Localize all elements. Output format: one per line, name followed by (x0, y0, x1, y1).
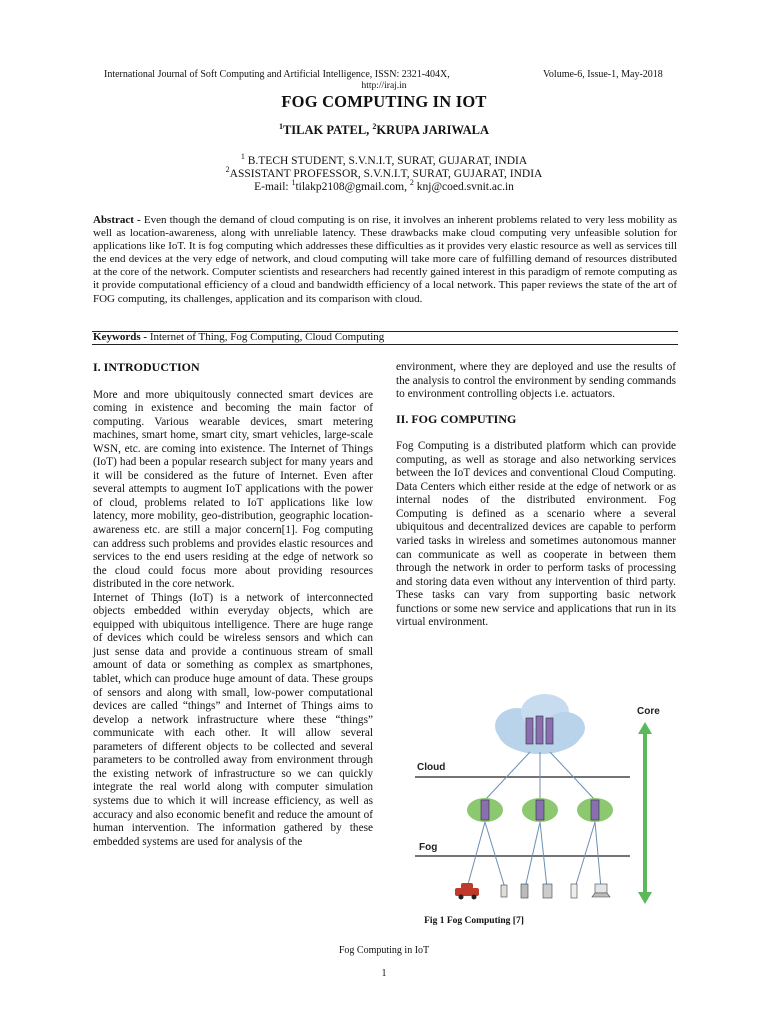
phone-icon (501, 885, 507, 897)
cloud-links (485, 752, 595, 800)
keywords-text: Internet of Thing, Fog Computing, Cloud Computing (149, 331, 385, 343)
email2-sup: 2 (409, 178, 414, 187)
author2-name: KRUPA JARIWALA (376, 123, 490, 138)
fog-computing-figure (405, 690, 675, 920)
fog-diagram-svg (405, 690, 675, 920)
email-line (0, 177, 768, 193)
sensor-icon (571, 884, 577, 898)
aff1-text: B.TECH STUDENT, S.V.N.I.T, SURAT, GUJARAT, INDIA (244, 154, 528, 167)
section-heading-introduction: I. INTRODUCTION (93, 360, 200, 374)
keywords-bottom-rule (92, 344, 678, 345)
fog-node-icon (467, 798, 503, 822)
core-label: Core (637, 706, 660, 717)
device-links (467, 822, 601, 888)
tablet-icon (521, 884, 528, 898)
right-column (396, 361, 676, 630)
keywords-label: Keywords - (93, 331, 150, 343)
figure-caption: Fig 1 Fog Computing [7] (424, 916, 524, 926)
abstract (93, 214, 677, 306)
email1-text[interactable]: tilakp2108@gmail.com, (295, 180, 410, 193)
cloud-label: Cloud (417, 762, 446, 773)
keywords (93, 331, 384, 344)
fog-paragraph-1: Fog Computing is a distributed platform which can provide computing, as well as storage and also networking services between the IoT devices and conventional Cloud Computing. Data Centers which either reside at the edge of network or as internal nodes of the distributed environment. Fog Computing is defined as a scenario where a several ubiquitous and decentralized devices are capable to perform varied tasks in wireless and sometimes autonomous manner can communicate as well as cooperate in between them through the network in order to perform tasks of processing and storing data even without any intervention of third party. These tasks can vary from supporting basic network functions or some new service and applications that run in its virtual environment. (396, 440, 676, 629)
aff1-sup: 1 (240, 152, 245, 161)
section-heading-fog-computing: II. FOG COMPUTING (396, 411, 517, 426)
journal-header: International Journal of Soft Computing and Artificial Intelligence, ISSN: 2321-404X, (104, 69, 450, 80)
core-edge-arrow-icon (638, 722, 652, 904)
author-line (0, 122, 768, 138)
author1-sup: 1 (278, 122, 283, 131)
author1-name: TILAK PATEL, (282, 123, 373, 138)
car-icon (455, 883, 479, 900)
intro-paragraph-3: environment, where they are deployed and use the results of the analysis to control the environment by sending commands to environment controlling objects i.e. actuators. (396, 361, 676, 401)
email1-sup: 1 (291, 178, 296, 187)
abstract-text: Even though the demand of cloud computing is on rise, it involves an inherent problems related to very less mobility as well as location-awareness, along with unreliable latency. These drawbacks make cloud computing very unfeasible solution for applications like IoT. It is fog computing which addresses these difficulties as it provides very elastic resource as well as services till the end devices at the very edge of network, and cloud computing will take more care of fulfilling demand of resources distributed at the core of the network. Computer scientists and researchers had recently gained interest in this paradigm of remote computing as it provide computational efficiency of a cloud and bandwidth efficiency of a local network. This paper reviews the state of the art of FOG computing, its challenges, application and its comparison with cloud. (93, 214, 677, 305)
fog-node-icon (577, 798, 613, 822)
page-number: 1 (381, 968, 387, 979)
intro-paragraph-2: Internet of Things (IoT) is a network of interconnected objects embedded within everyday objects, which are equipped with ubiquitous intelligence. There are huge range of devices which could be wireless sensors and which can just sense data and provide a continuous stream of small amount of data or something as complex as smartphones, tablet, which can produce huge amount of data. These groups of sensors and along with small, low-power computational devices are called “things” and Internet of Things aims to develop a network infrastructure where these “things” communicate with each other. It will allow several parameters of different objects to be collected and several parameters to be controlled away from environment through the existing network of infrastructure so we can quickly integrate the real world along with computer simulation systems due to which it will increase efficiency, as well as accuracy and also economic benefit and reduce the amount of human intervention. The information gathered by these embedded systems are used for analysis of the (93, 591, 373, 848)
paper-title: FOG COMPUTING IN IOT (281, 92, 487, 111)
aff2-text: ASSISTANT PROFESSOR, S.V.N.I.T, SURAT, GUJARAT, INDIA (229, 167, 543, 180)
abstract-label: Abstract - (93, 214, 144, 226)
author2-sup: 2 (372, 122, 377, 131)
laptop-icon (592, 884, 610, 897)
aff2-sup: 2 (225, 165, 230, 174)
device-icon (543, 884, 552, 898)
fog-label: Fog (419, 842, 438, 853)
intro-paragraph-1: More and more ubiquitously connected smart devices are coming in existence and becoming the main factor of computing. Various wearable devices, smart metering machines, smart home, smart city, smart vehicles, large-scale WSN, etc. are coming into existence. The Internet of Things (IoT) had been a popular research subject for many years and it will be considered as the future of Internet. Even after several attempts to augment IoT applications with the power of cloud, problems related to IoT applications like low latency, more mobility, geo-distribution, geographic location-awareness etc. are still a major concern[1]. Fog computing can address such problems and provides elastic resources and services to the end users residing at the edge of network so the cloud could focus more about providing resources distributed in the core network. (93, 388, 373, 591)
journal-url: http://iraj.in (361, 81, 407, 91)
cloud-icon (495, 694, 585, 754)
email2-text[interactable]: knj@coed.svnit.ac.in (413, 180, 514, 193)
fog-node-icon (522, 798, 558, 822)
volume-info: Volume-6, Issue-1, May-2018 (543, 69, 663, 80)
left-column (93, 361, 373, 849)
running-footer: Fog Computing in IoT (338, 945, 430, 956)
email-prefix: E-mail: (254, 180, 292, 193)
